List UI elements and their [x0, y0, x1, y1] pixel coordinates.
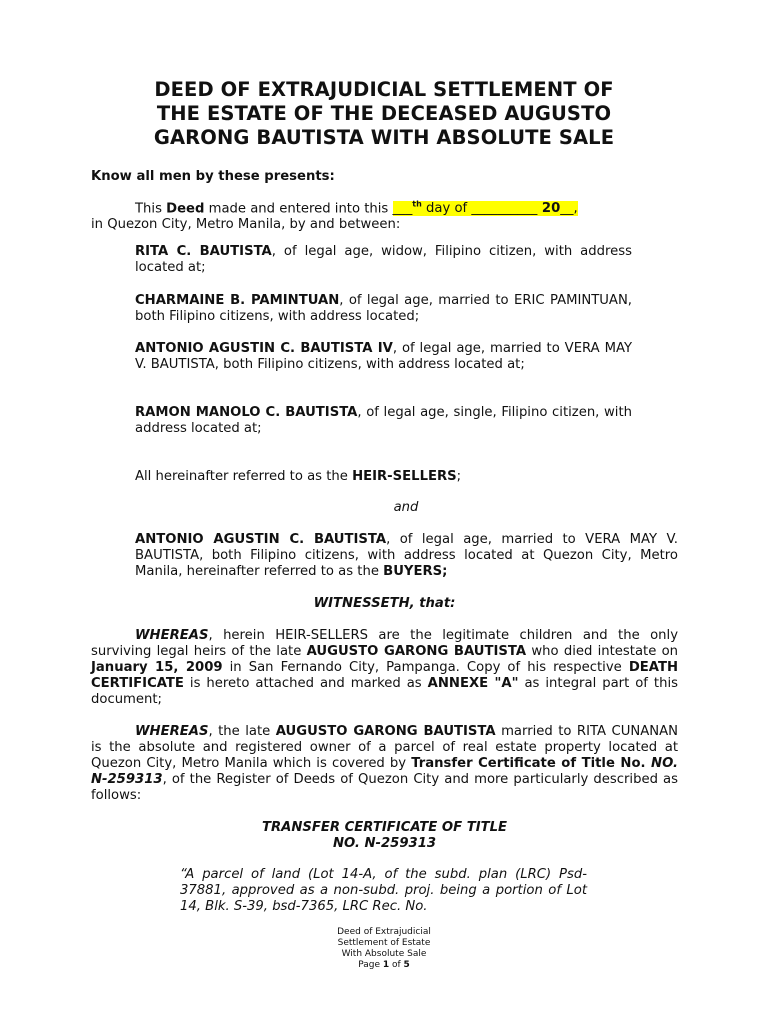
title-line: GARONG BAUTISTA WITH ABSOLUTE SALE [153, 126, 615, 149]
heir-sellers-line: All hereinafter referred to as the HEIR-SELLERS; [135, 469, 462, 484]
opening-paragraph: This Deed made and entered into this ___$^{th}$ day of __________ 20__, in Quezon City, Metro Manila, by and between: [91, 197, 678, 233]
property-description: “A parcel of land (Lot 14-A, of the subd. plan (LRC) Psd-37881, approved as a non-subd. proj. being a portion of Lot 14, Blk. S-39, bsd-7365, LRC Rec. No. [180, 867, 587, 914]
tct-heading: TRANSFER CERTIFICATE OF TITLE NO. N-259313 [261, 820, 508, 851]
title-line: DEED OF EXTRAJUDICIAL SETTLEMENT OF [154, 78, 614, 101]
page-footer: Deed of Extrajudicial Settlement of Estate With Absolute Sale Page 1 of 5 [309, 927, 459, 971]
document-title [90, 78, 678, 150]
party-2: CHARMAINE B. PAMINTUAN, of legal age, married to ERIC PAMINTUAN, both Filipino citizens, with address located; [135, 293, 633, 324]
title-line: THE ESTATE OF THE DECEASED AUGUSTO [156, 102, 612, 125]
party-4: RAMON MANOLO C. BAUTISTA, of legal age, single, Filipino citizen, with address located at; [135, 405, 632, 436]
party-1: RITA C. BAUTISTA, of legal age, widow, Filipino citizen, with address located at; [135, 244, 632, 275]
deed-word: Deed [166, 201, 205, 217]
witnesseth-heading: WITNESSETH, that: [313, 596, 456, 611]
whereas-paragraph-1: WHEREAS, herein HEIR-SELLERS are the legitimate children and the only surviving legal heirs of the late AUGUSTO GARONG BAUTISTA who died intestate on January 15, 2009 in San Fernando City, Pampanga. Copy of his respective DEATH CERTIFICATE is hereto attached and marked as ANNEXE "A" as integral part of this document; [91, 628, 679, 707]
date-fill-in: ___$^{th}$ day of __________ 20__, [392, 200, 578, 217]
page-number: Page 1 of 5 [358, 960, 410, 970]
and-word: and [393, 500, 419, 515]
party-3: ANTONIO AGUSTIN C. BAUTISTA IV, of legal age, married to VERA MAY V. BAUTISTA, both Filipino citizens, with address located at; [135, 341, 632, 372]
intro-heading: Know all men by these presents: [91, 169, 335, 184]
opening-line-2: in Quezon City, Metro Manila, by and between: [91, 217, 401, 233]
buyer-paragraph: ANTONIO AGUSTIN C. BAUTISTA, of legal age, married to VERA MAY V. BAUTISTA, both Filipino citizens, with address located at Quezon City, Metro Manila, hereinafter referred to as the BUYERS; [135, 532, 678, 579]
whereas-paragraph-2: WHEREAS, the late AUGUSTO GARONG BAUTISTA married to RITA CUNANAN is the absolute and registered owner of a parcel of real estate property located at Quezon City, Metro Manila which is covered by Transfer Certificate of Title No. NO. N-259313, of the Register of Deeds of Quezon City and more particularly described as follows: [91, 724, 678, 803]
